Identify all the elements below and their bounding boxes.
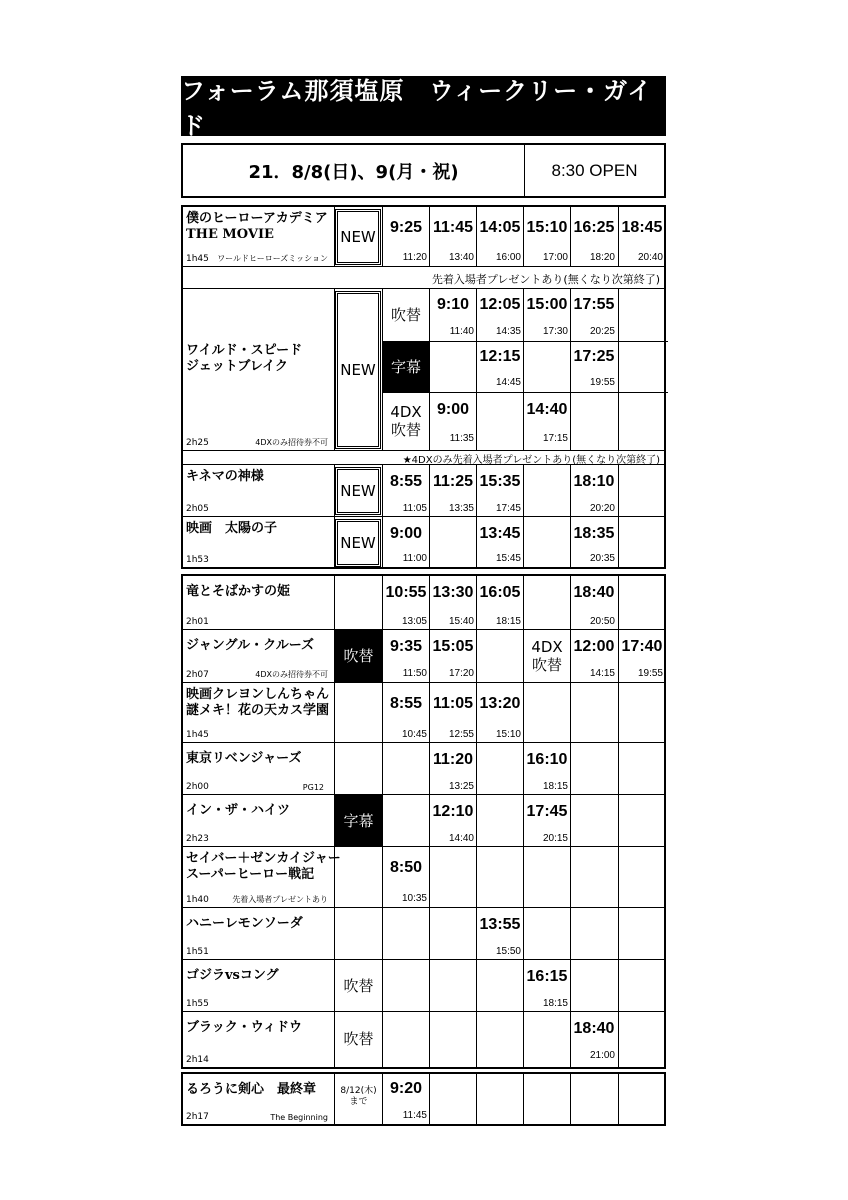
showtime-start: 11:45 bbox=[432, 219, 474, 236]
notice-text: ★4DXのみ先着入場者プレゼントあり(無くなり次第終了) bbox=[402, 455, 660, 466]
showtime-end: 15:10 bbox=[495, 729, 521, 740]
movie-title: ワイルド・スピード ジェットブレイク bbox=[186, 343, 303, 374]
showtime-start: 9:25 bbox=[389, 219, 423, 236]
notice-row bbox=[183, 267, 664, 289]
new-badge: NEW bbox=[335, 209, 381, 265]
showtime-end: 11:05 bbox=[402, 503, 427, 514]
end-date-badge: 8/12(木) まで bbox=[340, 1086, 377, 1107]
showtime-start: 13:20 bbox=[479, 695, 521, 712]
page-title: フォーラム那須塩原 ウィークリー・ガイド bbox=[181, 76, 666, 136]
showtime-start: 11:25 bbox=[432, 473, 474, 490]
showtime-start: 16:05 bbox=[479, 584, 521, 601]
showtime-end: 17:20 bbox=[448, 668, 474, 679]
showtime-end: 18:20 bbox=[589, 252, 615, 263]
movie-duration: 2h05 bbox=[186, 504, 209, 514]
movie-note: 先着入場者プレゼントあり bbox=[232, 895, 328, 904]
showtime-start: 17:45 bbox=[526, 803, 568, 820]
showtime-start: 16:15 bbox=[526, 968, 568, 985]
showtime-start: 15:10 bbox=[526, 219, 568, 236]
showtime-start: 12:15 bbox=[479, 348, 521, 365]
showtime-start: 10:55 bbox=[385, 584, 427, 601]
showtime-end: 20:15 bbox=[542, 833, 568, 844]
format-dub: 吹替 bbox=[390, 306, 421, 324]
movie-duration: 2h17 bbox=[186, 1112, 209, 1122]
showtime-end: 11:20 bbox=[402, 252, 427, 263]
showtime-start: 9:00 bbox=[389, 525, 423, 542]
movie-title: イン・ザ・ハイツ bbox=[186, 803, 291, 818]
rating-badge: PG12 bbox=[302, 783, 324, 792]
showtime-start: 17:40 bbox=[621, 638, 663, 655]
showtime-start: 12:00 bbox=[573, 638, 615, 655]
showtime-end: 14:40 bbox=[448, 833, 474, 844]
date-text: 21．8/8(日)、9(月・祝) bbox=[183, 145, 525, 196]
showtime-start: 16:10 bbox=[526, 751, 568, 768]
movie-note: 4DXのみ招待券不可 bbox=[255, 438, 328, 447]
showtime-start: 15:05 bbox=[432, 638, 474, 655]
movie-duration: 1h45 bbox=[186, 254, 209, 264]
movie-title: セイバー＋ゼンカイジャー スーパーヒーロー戦記 bbox=[186, 851, 341, 882]
showtime-end: 20:20 bbox=[589, 503, 615, 514]
movie-title: ハニーレモンソーダ bbox=[186, 916, 303, 931]
schedule-block-ending bbox=[181, 1072, 666, 1126]
showtime-end: 14:35 bbox=[495, 326, 521, 337]
movie-duration: 1h53 bbox=[186, 555, 209, 565]
new-badge: NEW bbox=[335, 519, 381, 567]
movie-title: キネマの神様 bbox=[186, 469, 264, 484]
showtime-end: 12:55 bbox=[448, 729, 474, 740]
table-row bbox=[183, 1012, 664, 1067]
showtime-end: 20:35 bbox=[589, 553, 615, 564]
showtime-end: 21:00 bbox=[589, 1050, 615, 1061]
format-sub: 字幕 bbox=[335, 795, 382, 846]
showtime-start: 11:05 bbox=[432, 695, 474, 712]
new-badge: NEW bbox=[335, 291, 381, 449]
format-4dx: 4DX 吹替 bbox=[390, 403, 422, 439]
showtime-end: 13:35 bbox=[448, 503, 474, 514]
showtime-start: 8:50 bbox=[389, 859, 423, 876]
showtime-start: 12:10 bbox=[432, 803, 474, 820]
showtime-end: 11:45 bbox=[402, 1110, 427, 1121]
showtime-start: 15:35 bbox=[479, 473, 521, 490]
showtime-end: 11:50 bbox=[402, 668, 427, 679]
showtime-start: 8:55 bbox=[389, 473, 423, 490]
showtime-start: 18:10 bbox=[573, 473, 615, 490]
showtime-start: 18:35 bbox=[573, 525, 615, 542]
showtime-end: 10:35 bbox=[401, 893, 427, 904]
movie-duration: 1h55 bbox=[186, 999, 209, 1009]
showtime-end: 11:00 bbox=[402, 553, 427, 564]
format-dub: 吹替 bbox=[335, 630, 382, 682]
table-row bbox=[183, 465, 664, 517]
movie-title: 映画 太陽の子 bbox=[186, 521, 278, 536]
showtime-start: 15:00 bbox=[526, 296, 568, 313]
movie-note: ワールドヒーローズミッション bbox=[217, 254, 328, 263]
movie-title: ゴジラvsコング bbox=[186, 968, 279, 983]
movie-title: ブラック・ウィドウ bbox=[186, 1020, 302, 1035]
showtime-start: 13:45 bbox=[479, 525, 521, 542]
showtime-end: 18:15 bbox=[542, 998, 568, 1009]
movie-title: ジャングル・クルーズ bbox=[186, 638, 315, 653]
table-row bbox=[183, 683, 664, 743]
movie-subtitle: The Beginning bbox=[270, 1113, 328, 1122]
table-row bbox=[183, 207, 664, 267]
table-row bbox=[183, 960, 664, 1012]
showtime-start: 18:45 bbox=[621, 219, 663, 236]
showtime-end: 13:05 bbox=[401, 616, 427, 627]
movie-duration: 1h45 bbox=[186, 730, 209, 740]
showtime-end: 13:40 bbox=[448, 252, 474, 263]
showtime-start: 14:05 bbox=[479, 219, 521, 236]
showtime-end: 17:45 bbox=[495, 503, 521, 514]
movie-title: 映画クレヨンしんちゃん 謎メキ！花の天カス学園 bbox=[186, 687, 330, 718]
movie-title: るろうに剣心 最終章 bbox=[186, 1082, 317, 1097]
schedule-block-regular bbox=[181, 574, 666, 1069]
table-row bbox=[183, 517, 664, 567]
format-sub: 字幕 bbox=[383, 342, 429, 392]
open-time: 8:30 OPEN bbox=[551, 160, 638, 180]
showtime-end: 17:00 bbox=[542, 252, 568, 263]
movie-duration: 2h01 bbox=[186, 617, 209, 627]
movie-duration: 2h25 bbox=[186, 438, 209, 448]
showtime-start: 9:00 bbox=[436, 401, 470, 418]
new-badge: NEW bbox=[335, 467, 381, 515]
table-row bbox=[183, 795, 664, 847]
showtime-start: 13:30 bbox=[432, 584, 474, 601]
showtime-end: 18:15 bbox=[542, 781, 568, 792]
showtime-start: 18:40 bbox=[573, 584, 615, 601]
format-dub: 吹替 bbox=[343, 977, 374, 995]
movie-duration: 2h23 bbox=[186, 834, 209, 844]
showtime-start: 12:05 bbox=[479, 296, 521, 313]
showtime-end: 19:55 bbox=[637, 668, 663, 679]
movie-title: 東京リベンジャーズ bbox=[186, 751, 302, 766]
movie-duration: 1h51 bbox=[186, 947, 209, 957]
showtime-end: 18:15 bbox=[495, 616, 521, 627]
showtime-start: 16:25 bbox=[573, 219, 615, 236]
table-row bbox=[183, 1074, 664, 1124]
movie-duration: 2h00 bbox=[186, 782, 209, 792]
movie-title: 竜とそばかすの姫 bbox=[186, 584, 291, 599]
showtime-end: 15:40 bbox=[448, 616, 474, 627]
showtime-end: 11:35 bbox=[449, 433, 474, 444]
showtime-end: 17:15 bbox=[542, 433, 568, 444]
showtime-start: 9:35 bbox=[389, 638, 423, 655]
showtime-end: 20:25 bbox=[589, 326, 615, 337]
showtime-end: 11:40 bbox=[449, 326, 474, 337]
table-row bbox=[183, 630, 664, 683]
table-row bbox=[183, 908, 664, 960]
date-bar bbox=[181, 143, 666, 198]
schedule-block-new bbox=[181, 205, 666, 569]
movie-duration: 2h14 bbox=[186, 1055, 209, 1065]
showtime-end: 14:45 bbox=[495, 377, 521, 388]
showtime-end: 10:45 bbox=[401, 729, 427, 740]
showtime-start: 11:20 bbox=[432, 751, 474, 768]
showtime-start: 17:25 bbox=[573, 348, 615, 365]
movie-duration: 2h07 bbox=[186, 670, 209, 680]
showtime-end: 14:15 bbox=[589, 668, 615, 679]
table-row bbox=[183, 847, 664, 908]
showtime-end: 13:25 bbox=[448, 781, 474, 792]
table-row bbox=[183, 743, 664, 795]
showtime-start: 17:55 bbox=[573, 296, 615, 313]
showtime-start: 14:40 bbox=[526, 401, 568, 418]
movie-note: 4DXのみ招待券不可 bbox=[255, 670, 328, 679]
showtime-end: 15:45 bbox=[495, 553, 521, 564]
notice-text: 先着入場者プレゼントあり(無くなり次第終了) bbox=[431, 273, 660, 286]
showtime-end: 20:40 bbox=[637, 252, 663, 263]
showtime-end: 17:30 bbox=[542, 326, 568, 337]
table-row bbox=[183, 576, 664, 630]
movie-title: 僕のヒーローアカデミア THE MOVIE bbox=[186, 211, 328, 242]
showtime-start: 9:10 bbox=[436, 296, 470, 313]
showtime-start: 9:20 bbox=[389, 1080, 423, 1097]
showtime-end: 19:55 bbox=[589, 377, 615, 388]
showtime-start: 13:55 bbox=[479, 916, 521, 933]
format-dub: 吹替 bbox=[343, 1029, 374, 1048]
movie-duration: 1h40 bbox=[186, 895, 209, 905]
notice-row bbox=[183, 451, 664, 465]
format-4dx: 4DX 吹替 bbox=[531, 638, 563, 674]
showtime-start: 18:40 bbox=[573, 1020, 615, 1037]
table-row bbox=[183, 289, 664, 451]
showtime-end: 20:50 bbox=[589, 616, 615, 627]
showtime-end: 16:00 bbox=[495, 252, 521, 263]
showtime-end: 15:50 bbox=[495, 946, 521, 957]
showtime-start: 8:55 bbox=[389, 695, 423, 712]
